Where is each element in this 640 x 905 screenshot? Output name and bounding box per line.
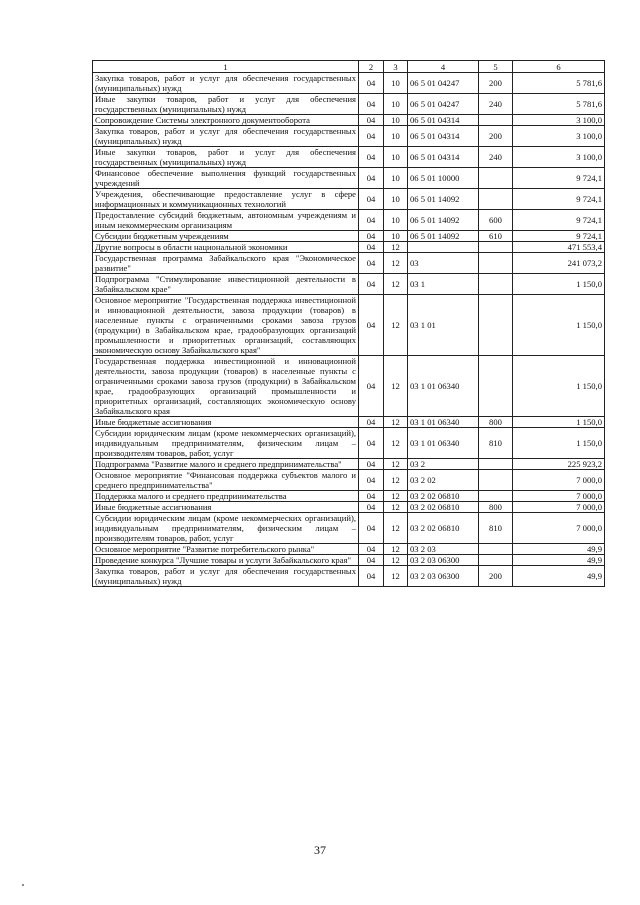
cell-name: Подпрограмма "Развитие малого и среднего предпринимательства" — [93, 459, 359, 470]
cell-name: Финансовое обеспечение выполнения функций государственных учреждений — [93, 168, 359, 189]
cell-target-article: 06 5 01 04314 — [408, 115, 479, 126]
cell-expense-type — [479, 242, 513, 253]
cell-amount: 1 150,0 — [513, 356, 605, 417]
cell-name: Основное мероприятие "Финансовая поддержка субъектов малого и среднего предпринимательства" — [93, 470, 359, 491]
table-row — [93, 231, 605, 242]
cell-expense-type: 240 — [479, 147, 513, 168]
cell-target-article: 03 2 02 — [408, 470, 479, 491]
cell-amount: 1 150,0 — [513, 417, 605, 428]
cell-name: Учреждения, обеспечивающие предоставление услуг в сфере информационных и коммуникационных технологий — [93, 189, 359, 210]
cell-target-article: 06 5 01 04314 — [408, 126, 479, 147]
cell-target-article — [408, 242, 479, 253]
cell-subsection: 12 — [384, 253, 408, 274]
cell-name: Поддержка малого и среднего предпринимательства — [93, 491, 359, 502]
cell-amount: 9 724,1 — [513, 231, 605, 242]
cell-section: 04 — [359, 115, 384, 126]
cell-expense-type: 200 — [479, 566, 513, 587]
cell-section: 04 — [359, 356, 384, 417]
table-row — [93, 417, 605, 428]
cell-target-article: 03 1 01 06340 — [408, 428, 479, 459]
cell-amount: 1 150,0 — [513, 428, 605, 459]
cell-subsection: 10 — [384, 115, 408, 126]
cell-expense-type — [479, 470, 513, 491]
cell-section: 04 — [359, 470, 384, 491]
cell-target-article: 06 5 01 10000 — [408, 168, 479, 189]
cell-target-article: 03 1 01 06340 — [408, 417, 479, 428]
cell-expense-type: 200 — [479, 73, 513, 94]
cell-amount: 3 100,0 — [513, 147, 605, 168]
cell-target-article: 03 2 03 06300 — [408, 555, 479, 566]
cell-amount: 225 923,2 — [513, 459, 605, 470]
cell-section: 04 — [359, 253, 384, 274]
cell-expense-type — [479, 459, 513, 470]
cell-amount: 1 150,0 — [513, 274, 605, 295]
cell-amount: 7 000,0 — [513, 491, 605, 502]
cell-section: 04 — [359, 428, 384, 459]
cell-subsection: 10 — [384, 189, 408, 210]
cell-subsection: 12 — [384, 470, 408, 491]
cell-expense-type: 200 — [479, 126, 513, 147]
cell-target-article: 03 1 — [408, 274, 479, 295]
cell-amount: 3 100,0 — [513, 126, 605, 147]
cell-name: Иные бюджетные ассигнования — [93, 417, 359, 428]
cell-subsection: 12 — [384, 513, 408, 544]
cell-subsection: 12 — [384, 242, 408, 253]
table-row — [93, 502, 605, 513]
cell-section: 04 — [359, 168, 384, 189]
table-row — [93, 126, 605, 147]
cell-name: Закупка товаров, работ и услуг для обеспечения государственных (муниципальных) нужд — [93, 126, 359, 147]
cell-subsection: 12 — [384, 502, 408, 513]
cell-subsection: 10 — [384, 94, 408, 115]
cell-amount: 471 553,4 — [513, 242, 605, 253]
cell-expense-type — [479, 555, 513, 566]
cell-expense-type — [479, 295, 513, 356]
cell-amount: 3 100,0 — [513, 115, 605, 126]
cell-target-article: 06 5 01 04314 — [408, 147, 479, 168]
header-row — [93, 61, 605, 73]
cell-target-article: 06 5 01 14092 — [408, 189, 479, 210]
cell-expense-type — [479, 253, 513, 274]
cell-amount: 9 724,1 — [513, 168, 605, 189]
cell-expense-type — [479, 544, 513, 555]
cell-target-article: 06 5 01 04247 — [408, 94, 479, 115]
cell-name: Проведение конкурса "Лучшие товары и услуги Забайкальского края" — [93, 555, 359, 566]
cell-amount: 49,9 — [513, 555, 605, 566]
cell-target-article: 03 2 02 06810 — [408, 502, 479, 513]
cell-name: Иные бюджетные ассигнования — [93, 502, 359, 513]
cell-name: Закупка товаров, работ и услуг для обеспечения государственных (муниципальных) нужд — [93, 73, 359, 94]
cell-section: 04 — [359, 274, 384, 295]
cell-target-article: 03 2 03 06300 — [408, 566, 479, 587]
cell-section: 04 — [359, 417, 384, 428]
cell-amount: 9 724,1 — [513, 189, 605, 210]
cell-subsection: 10 — [384, 168, 408, 189]
cell-subsection: 12 — [384, 491, 408, 502]
cell-name: Подпрограмма "Стимулирование инвестиционной деятельности в Забайкальском крае" — [93, 274, 359, 295]
table-row — [93, 513, 605, 544]
cell-expense-type — [479, 115, 513, 126]
cell-name: Государственная поддержка инвестиционной и инновационной деятельности, завоза продукции (товаров) в населенные пункты с ограниченными сроками завоза грузов (продукции) в Забайкальском крае, градообразующих организаций промышленности и приоритетных организаций, составляющих экономическую основу Забайкальского края — [93, 356, 359, 417]
cell-name: Иные закупки товаров, работ и услуг для обеспечения государственных (муниципальных) нужд — [93, 147, 359, 168]
cell-section: 04 — [359, 147, 384, 168]
cell-subsection: 12 — [384, 555, 408, 566]
cell-name: Другие вопросы в области национальной экономики — [93, 242, 359, 253]
cell-name: Сопровождение Системы электронного документооборота — [93, 115, 359, 126]
cell-subsection: 12 — [384, 274, 408, 295]
cell-section: 04 — [359, 555, 384, 566]
cell-target-article: 03 — [408, 253, 479, 274]
cell-subsection: 12 — [384, 428, 408, 459]
cell-name: Закупка товаров, работ и услуг для обеспечения государственных (муниципальных) нужд — [93, 566, 359, 587]
table-row — [93, 210, 605, 231]
scan-artifact — [22, 884, 24, 886]
header-cell-section: 2 — [359, 61, 384, 73]
table-row — [93, 274, 605, 295]
table-row — [93, 566, 605, 587]
table-row — [93, 470, 605, 491]
cell-section: 04 — [359, 491, 384, 502]
cell-name: Предоставление субсидий бюджетным, автономным учреждениям и иным некоммерческим организациям — [93, 210, 359, 231]
table-row — [93, 555, 605, 566]
cell-expense-type — [479, 189, 513, 210]
cell-subsection: 10 — [384, 73, 408, 94]
header-cell-amount: 6 — [513, 61, 605, 73]
cell-section: 04 — [359, 231, 384, 242]
cell-section: 04 — [359, 73, 384, 94]
table-row — [93, 189, 605, 210]
table-row — [93, 459, 605, 470]
table-row — [93, 115, 605, 126]
cell-expense-type — [479, 274, 513, 295]
cell-expense-type: 810 — [479, 513, 513, 544]
cell-expense-type: 600 — [479, 210, 513, 231]
header-cell-expense-type: 5 — [479, 61, 513, 73]
cell-amount: 241 073,2 — [513, 253, 605, 274]
cell-expense-type — [479, 168, 513, 189]
cell-section: 04 — [359, 189, 384, 210]
cell-name: Основное мероприятие "Государственная поддержка инвестиционной и инновационной деятельности, завоза продукции (товаров) в населенные пункты с ограниченными сроками завоза грузов (продукции) в Забайкальском крае, градообразующих организаций промышленности и приоритетных организаций, составляющих экономическую основу Забайкальского края" — [93, 295, 359, 356]
cell-amount: 7 000,0 — [513, 502, 605, 513]
cell-amount: 49,9 — [513, 566, 605, 587]
cell-target-article: 03 2 03 — [408, 544, 479, 555]
cell-amount: 49,9 — [513, 544, 605, 555]
cell-section: 04 — [359, 94, 384, 115]
cell-target-article: 06 5 01 14092 — [408, 210, 479, 231]
cell-subsection: 12 — [384, 417, 408, 428]
cell-subsection: 10 — [384, 231, 408, 242]
table-row — [93, 544, 605, 555]
cell-section: 04 — [359, 513, 384, 544]
cell-expense-type: 800 — [479, 417, 513, 428]
cell-amount: 5 781,6 — [513, 94, 605, 115]
table-row — [93, 73, 605, 94]
table-row — [93, 491, 605, 502]
table-row — [93, 253, 605, 274]
cell-target-article: 03 1 01 06340 — [408, 356, 479, 417]
cell-expense-type: 610 — [479, 231, 513, 242]
cell-target-article: 03 2 — [408, 459, 479, 470]
cell-subsection: 10 — [384, 210, 408, 231]
cell-expense-type: 800 — [479, 502, 513, 513]
budget-table — [92, 60, 605, 587]
cell-target-article: 06 5 01 04247 — [408, 73, 479, 94]
cell-section: 04 — [359, 566, 384, 587]
cell-target-article: 03 2 02 06810 — [408, 513, 479, 544]
cell-amount: 5 781,6 — [513, 73, 605, 94]
cell-subsection: 12 — [384, 566, 408, 587]
cell-name: Субсидии юридическим лицам (кроме некоммерческих организаций), индивидуальным предпринимателям, физическим лицам – производителям товаров, работ, услуг — [93, 428, 359, 459]
cell-section: 04 — [359, 210, 384, 231]
cell-subsection: 12 — [384, 459, 408, 470]
cell-section: 04 — [359, 544, 384, 555]
cell-section: 04 — [359, 502, 384, 513]
cell-amount: 7 000,0 — [513, 470, 605, 491]
cell-section: 04 — [359, 126, 384, 147]
cell-name: Иные закупки товаров, работ и услуг для обеспечения государственных (муниципальных) нужд — [93, 94, 359, 115]
cell-name: Субсидии бюджетным учреждениям — [93, 231, 359, 242]
table-row — [93, 295, 605, 356]
cell-target-article: 03 1 01 — [408, 295, 479, 356]
cell-amount: 1 150,0 — [513, 295, 605, 356]
cell-name: Субсидии юридическим лицам (кроме некоммерческих организаций), индивидуальным предпринимателям, физическим лицам – производителям товаров, работ, услуг — [93, 513, 359, 544]
cell-name: Основное мероприятие "Развитие потребительского рынка" — [93, 544, 359, 555]
table-body — [93, 61, 605, 587]
cell-expense-type: 810 — [479, 428, 513, 459]
table-row — [93, 242, 605, 253]
cell-subsection: 10 — [384, 147, 408, 168]
header-cell-name: 1 — [93, 61, 359, 73]
cell-section: 04 — [359, 459, 384, 470]
cell-expense-type — [479, 356, 513, 417]
cell-expense-type: 240 — [479, 94, 513, 115]
table-row — [93, 356, 605, 417]
cell-name: Государственная программа Забайкальского края "Экономическое развитие" — [93, 253, 359, 274]
cell-amount: 9 724,1 — [513, 210, 605, 231]
cell-expense-type — [479, 491, 513, 502]
table-row — [93, 168, 605, 189]
cell-subsection: 12 — [384, 295, 408, 356]
header-cell-subsection: 3 — [384, 61, 408, 73]
cell-section: 04 — [359, 295, 384, 356]
table-row — [93, 428, 605, 459]
cell-target-article: 03 2 02 06810 — [408, 491, 479, 502]
cell-subsection: 12 — [384, 544, 408, 555]
cell-amount: 7 000,0 — [513, 513, 605, 544]
table-row — [93, 147, 605, 168]
page-number: 37 — [314, 843, 326, 857]
cell-subsection: 10 — [384, 126, 408, 147]
table-row — [93, 94, 605, 115]
cell-subsection: 12 — [384, 356, 408, 417]
header-cell-target-article: 4 — [408, 61, 479, 73]
cell-target-article: 06 5 01 14092 — [408, 231, 479, 242]
cell-section: 04 — [359, 242, 384, 253]
